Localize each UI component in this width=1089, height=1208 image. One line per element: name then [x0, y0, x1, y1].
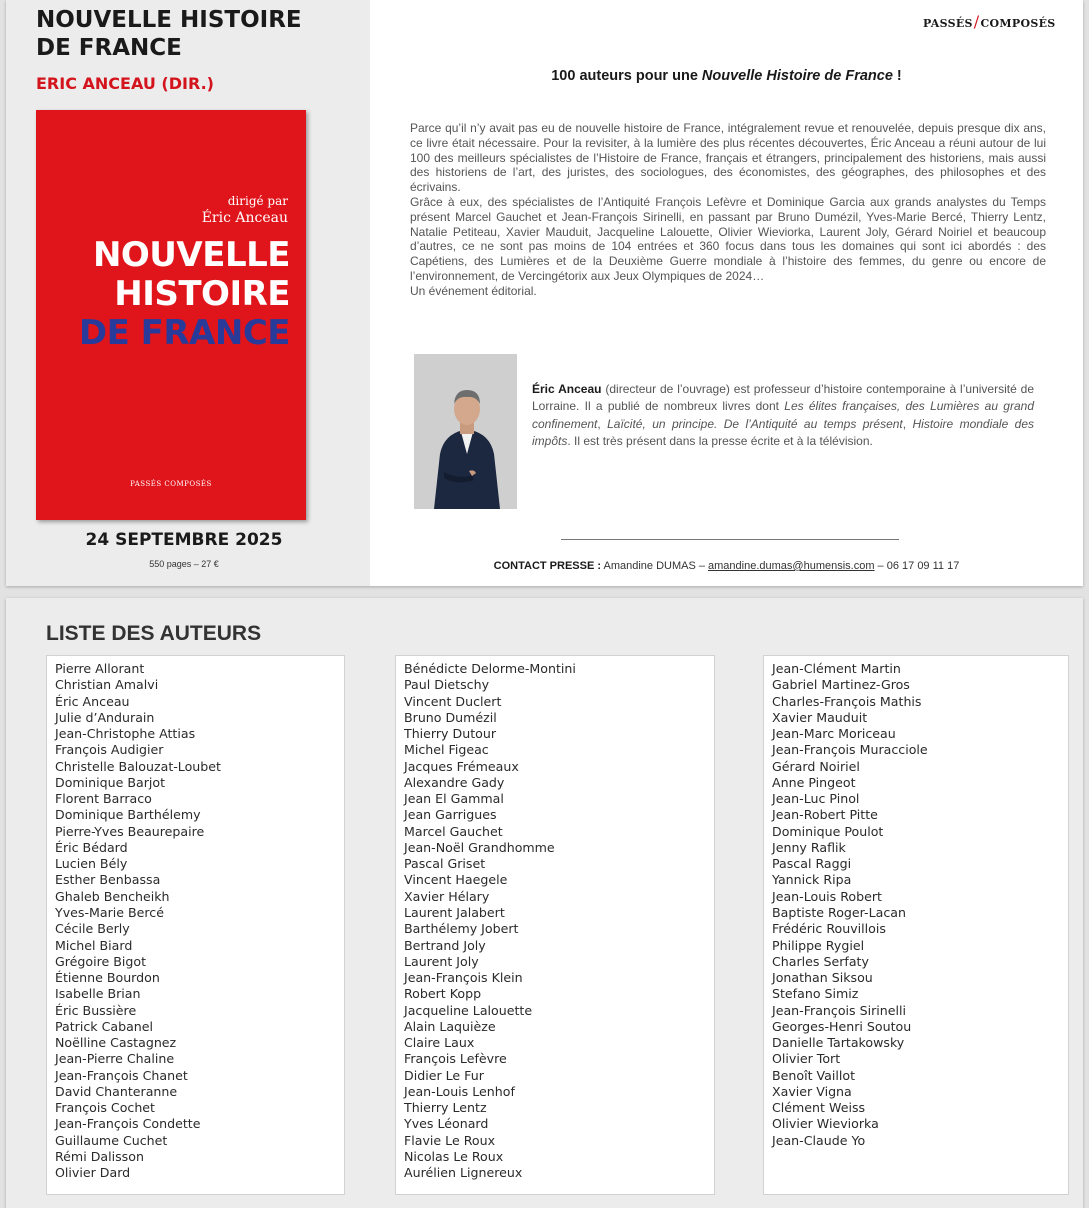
publisher-logo-right: COMPOSÉS [980, 17, 1056, 30]
author-list-item: Jean-Pierre Chaline [55, 1051, 175, 1067]
author-list-item: François Cochet [55, 1100, 155, 1116]
book-cover [36, 110, 306, 520]
author-list-item: Xavier Hélary [404, 888, 490, 904]
author-list-item: Michel Figeac [404, 742, 489, 758]
author-list-item: Flavie Le Roux [404, 1132, 496, 1148]
tagline-italic: Nouvelle Histoire de France [701, 68, 893, 84]
authors-column-1 [46, 655, 345, 1195]
author-list-item: Charles-François Mathis [772, 693, 922, 709]
author-list-item: Jean Garrigues [404, 807, 497, 823]
author-list-item: Yannick Ripa [772, 872, 852, 888]
author-list-item: Stefano Simiz [772, 986, 859, 1002]
author-list-item: Esther Benbassa [55, 872, 161, 888]
author-list-item: Jean-Christophe Attias [55, 726, 196, 742]
tagline-suffix: ! [892, 68, 902, 84]
author-list-item: Dominique Barthélemy [55, 807, 201, 823]
author-list-item: Xavier Vigna [772, 1083, 852, 1099]
author-list-item: Laurent Joly [404, 953, 479, 969]
author-list-item: Jean-Louis Robert [772, 888, 882, 904]
author-list-item: Michel Biard [55, 937, 133, 953]
author-list-item: Jean-Luc Pinol [772, 791, 860, 807]
author-list-item: Jenny Raflik [772, 839, 846, 855]
publisher-logo-left: PASSÉS [923, 17, 973, 30]
author-photo [414, 354, 517, 509]
author-list-item: Pascal Raggi [772, 856, 852, 872]
author-list-item: Gérard Noiriel [772, 758, 860, 774]
author-list-item: Yves Léonard [404, 1116, 489, 1132]
author-list-item: Benoît Vaillot [772, 1067, 856, 1083]
book-meta: 550 pages – 27 € [149, 559, 219, 569]
cover-title [79, 236, 290, 353]
contact-name: Amandine DUMAS – [601, 560, 709, 572]
author-list-item: Rémi Dalisson [55, 1148, 144, 1164]
book-panel [6, 0, 370, 586]
bio-name: Éric Anceau [532, 382, 602, 396]
bio-book-title: Les élites françaises, des Lumières au grand confinement [532, 399, 1034, 431]
author-list-item: Jean-Marc Moriceau [772, 726, 896, 742]
author-list-item: Yves-Marie Bercé [55, 904, 164, 920]
author-list-item: Olivier Tort [772, 1051, 841, 1067]
author-list-item: Jacques Frémeaux [404, 758, 519, 774]
authors-column-2 [395, 655, 715, 1195]
author-list-item: Pascal Griset [404, 856, 486, 872]
author-list-item: Marcel Gauchet [404, 823, 503, 839]
author-list-item: Robert Kopp [404, 986, 482, 1002]
cover-dirige: dirigé par [227, 194, 288, 208]
author-list-item: Cécile Berly [55, 921, 130, 937]
author-portrait-icon [414, 354, 517, 509]
author-list-item: Noëlline Castagnez [55, 1035, 177, 1051]
description-paragraph: Un événement éditorial. [410, 283, 537, 298]
author-list-item: Éric Bussière [55, 1002, 137, 1018]
author-list-item: Barthélemy Jobert [404, 921, 519, 937]
bio-text: . Il est très présent dans la presse écrite et à la télévision. [567, 433, 873, 448]
author-list-item: Laurent Jalabert [404, 904, 505, 920]
author-list-item: David Chanteranne [55, 1083, 178, 1099]
author-list-item: Florent Barraco [55, 791, 152, 807]
bio-book-title: Laïcité, un principe. De l’Antiquité au temps présent [607, 416, 903, 431]
author-list-item: Jean El Gammal [404, 791, 504, 807]
book-author: ERIC ANCEAU (DIR.) [36, 74, 214, 93]
cover-title-line-3: DE FRANCE [78, 313, 290, 353]
author-list-item: Christelle Balouzat-Loubet [55, 758, 221, 774]
author-list-item: Jean-Claude Yo [772, 1132, 866, 1148]
book-title: NOUVELLE HISTOIRE DE FRANCE [36, 7, 302, 61]
author-list-item: Dominique Barjot [55, 774, 166, 790]
release-date: 24 SEPTEMBRE 2025 [85, 530, 283, 550]
author-list-item: Christian Amalvi [55, 677, 159, 693]
author-list-item: Georges-Henri Soutou [772, 1018, 912, 1034]
author-list-item: Julie d’Andurain [55, 709, 155, 725]
bio-separator: , [902, 416, 913, 431]
bio-separator: , [597, 416, 608, 431]
press-sheet [6, 0, 1083, 586]
author-list-item: Ghaleb Bencheikh [55, 888, 170, 904]
author-list-item: Jean-Louis Lenhof [404, 1083, 515, 1099]
author-list-item: Alexandre Gady [404, 774, 505, 790]
author-list-item: Jacqueline Lalouette [404, 1002, 533, 1018]
author-list-item: Bruno Dumézil [404, 709, 497, 725]
author-list-item: Jean-François Sirinelli [772, 1002, 906, 1018]
author-list-item: François Audigier [55, 742, 164, 758]
contact-email-link[interactable]: amandine.dumas@humensis.com [708, 560, 875, 572]
author-list-item: Jean-François Muracciole [772, 742, 928, 758]
author-list-item: Gabriel Martinez-Gros [772, 677, 910, 693]
book-description [410, 121, 1046, 299]
author-list-item: Olivier Dard [55, 1165, 131, 1181]
author-list-item: Éric Anceau [55, 693, 130, 709]
author-list-item: Nicolas Le Roux [404, 1148, 504, 1164]
author-list-item: Vincent Duclert [404, 693, 502, 709]
author-list-item: Bénédicte Delorme-Montini [404, 661, 576, 676]
author-list-item: Philippe Rygiel [772, 937, 865, 953]
author-list-item: Anne Pingeot [772, 774, 856, 790]
author-list-item: Guillaume Cuchet [55, 1132, 168, 1148]
author-list-item: Jean-Robert Pitte [772, 807, 878, 823]
authors-sheet [6, 598, 1083, 1208]
author-list-item: Isabelle Brian [55, 986, 141, 1002]
author-list-item: Didier Le Fur [404, 1067, 484, 1083]
author-list-item: Jonathan Siksou [772, 970, 873, 986]
author-list-item: Pierre-Yves Beaurepaire [55, 823, 205, 839]
author-list-item: Jean-Noël Grandhomme [404, 839, 555, 855]
author-list-item: Danielle Tartakowsky [772, 1035, 905, 1051]
contact-phone: – 06 17 09 11 17 [874, 560, 960, 572]
publisher-logo [923, 12, 1056, 31]
author-list-item: Baptiste Roger-Lacan [772, 904, 906, 920]
author-list-item: Jean-François Condette [55, 1116, 201, 1132]
author-list-item: Claire Laux [404, 1035, 475, 1051]
cover-title-line-2: HISTOIRE [114, 274, 290, 314]
description-paragraph: Grâce à eux, des spécialistes de l’Antiquité François Lefèvre et Dominique Garcia aux grands analystes du Temps présent Marcel Gauchet et Jean-François Sirinelli, en passant par Bruno Dumézil, Yves-Marie Bercé, Thierry Lentz, Natalie Petiteau, Xavier Mauduit, Jacqueline Lalouette, Olivier Wieviorka, Laurent Joly, Gérard Noiriel et beaucoup d’autres, ce ne sont pas moins de 104 entrées et 360 focus dans tous les domaines qui sont ici abordés : des Capétiens, des Lumières et de la Deuxième Guerre mondiale à l’histoire des femmes, du genre ou encore de l’environnement, de Vercingétorix aux Jeux Olympiques de 2024… [410, 194, 1046, 283]
author-list-item: Jean-Clément Martin [772, 661, 901, 676]
divider [561, 539, 899, 540]
author-list-item: Jean-François Klein [404, 970, 523, 986]
author-list-item: Vincent Haegele [404, 872, 508, 888]
author-list-item: Thierry Dutour [404, 726, 496, 742]
tagline [370, 68, 1083, 84]
author-list-item: Alain Laquièze [404, 1018, 496, 1034]
author-bio [532, 381, 1034, 450]
bio-text: (directeur de l’ouvrage) est professeur d’histoire contemporaine à l’université de Lorraine. Il a publié de nombreux livres dont [532, 382, 1034, 414]
author-list-item: Grégoire Bigot [55, 953, 147, 969]
author-list-item: Patrick Cabanel [55, 1018, 154, 1034]
publisher-logo-slash: / [973, 12, 980, 31]
contact-label: CONTACT PRESSE : [493, 560, 602, 572]
author-list-item: Thierry Lentz [404, 1100, 487, 1116]
author-list-item: Étienne Bourdon [55, 970, 160, 986]
author-list-item: Olivier Wieviorka [772, 1116, 879, 1132]
author-list-item: Xavier Mauduit [772, 709, 868, 725]
description-paragraph: Parce qu’il n’y avait pas eu de nouvelle histoire de France, intégralement revue et renouvelée, depuis presque dix ans, ce livre était nécessaire. Pour la revisiter, à la lumière des plus récentes découvertes, Éric Anceau a réuni autour de lui 100 des meilleurs spécialistes de l’Histoire de France, français et étrangers, principalement des historiens, mais aussi des historiens de l’art, des juristes, des sociologues, des économistes, des géographes, des philosophes et des écrivains. [410, 121, 1046, 195]
author-list-item: François Lefèvre [404, 1051, 507, 1067]
author-list-item: Bertrand Joly [404, 937, 486, 953]
author-list-item: Charles Serfaty [772, 953, 869, 969]
author-list-item: Lucien Bély [55, 856, 128, 872]
tagline-prefix: 100 auteurs pour une [551, 68, 702, 84]
bio-book-title: Histoire mondiale des impôts [532, 416, 1035, 448]
author-list-item: Éric Bédard [55, 839, 128, 855]
author-list-item: Clément Weiss [772, 1100, 866, 1116]
author-list-item: Pierre Allorant [55, 661, 145, 676]
press-contact [370, 560, 1083, 572]
author-list-item: Dominique Poulot [772, 823, 884, 839]
cover-author-name: Éric Anceau [201, 210, 288, 226]
author-list-item: Paul Dietschy [404, 677, 490, 693]
authors-list-title: LISTE DES AUTEURS [46, 622, 262, 645]
authors-column-3 [763, 655, 1069, 1195]
author-list-item: Jean-François Chanet [55, 1067, 188, 1083]
cover-title-line-1: NOUVELLE [92, 235, 290, 275]
author-list-item: Aurélien Lignereux [404, 1165, 523, 1181]
cover-publisher: PASSÉS COMPOSÉS [130, 480, 212, 488]
author-list-item: Frédéric Rouvillois [772, 921, 886, 937]
